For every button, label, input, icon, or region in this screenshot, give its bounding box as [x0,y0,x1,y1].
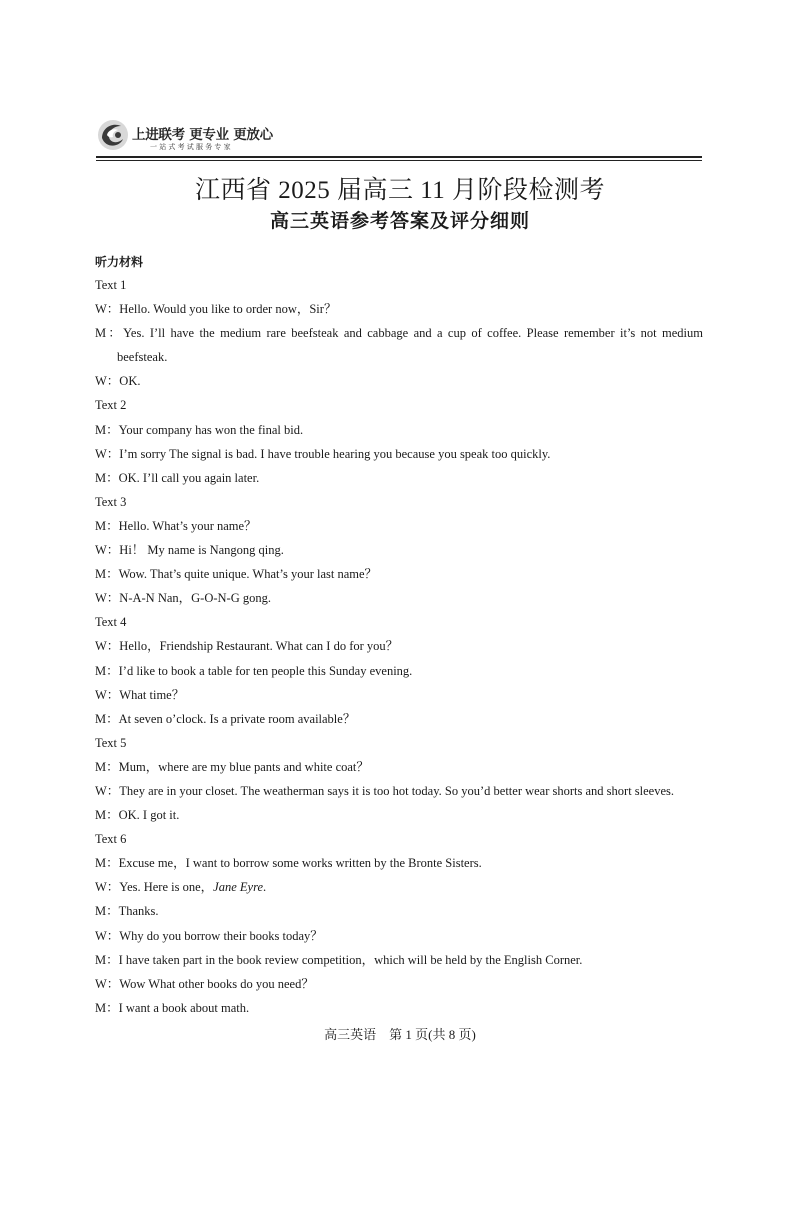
dialogue-line: M：Yes. I’ll have the medium rare beefsteak and cabbage and a cup of coffee. Please remember it’s not medium [95,326,703,341]
page-footer: 高三英语 第 1 页(共 8 页) [324,1027,476,1042]
dialogue-line: M：OK. I got it. [95,808,180,823]
header-slogan: 上进联考 更专业 更放心 [132,127,273,143]
dialogue-line-continuation: beefsteak. [117,350,168,365]
dialogue-line: W：What time？ [95,687,185,702]
dialogue-line: W：Hello，Friendship Restaurant. What can I do for you？ [95,639,399,654]
text-heading: Text 2 [95,398,127,413]
dialogue-line: M：Mum，where are my blue pants and white coat？ [95,759,369,774]
dialogue-line [95,875,703,899]
document-title: 江西省 2025 届高三 11 月阶段检测考 [194,177,606,204]
dialogue-line: M：OK. I’ll call you again later. [95,470,260,485]
header-rule-thin [96,160,702,161]
dialogue-line: M：Thanks. [95,904,159,919]
swirl-logo-icon [96,118,130,152]
text-heading: Text 5 [95,735,127,750]
dialogue-line: W：I’m sorry The signal is bad. I have trouble hearing you because you speak too quickly. [95,446,551,461]
dialogue-line: M：Excuse me，I want to borrow some works written by the Bronte Sisters. [95,856,482,871]
dialogue-line: M：Wow. That’s quite unique. What’s your last name？ [95,567,378,582]
dialogue-line: M：Hello. What’s your name？ [95,518,257,533]
page-header [96,118,702,162]
dialogue-line: W：Why do you borrow their books today？ [95,928,323,943]
dialogue-text: W：Yes. Here is one， [95,880,214,895]
dialogue-line: W：Hi！ My name is Nangong qing. [95,543,284,558]
document-subtitle: 高三英语参考答案及评分细则 [269,210,530,232]
header-rule-thick [96,156,702,158]
dialogue-line: M：Your company has won the final bid. [95,422,304,437]
dialogue-line: W：N-A-N Nan，G-O-N-G gong. [95,591,272,606]
dialogue-line: M：I have taken part in the book review competition，which will be held by the English Corner. [95,952,583,967]
book-title: Jane Eyre [213,880,264,895]
text-heading: Text 4 [95,615,127,630]
transcript-body [95,273,703,1020]
dialogue-punctuation: . [263,880,267,895]
dialogue-line: W：They are in your closet. The weatherman says it is too hot today. So you’d better wear shorts and short sleeves. [95,783,675,798]
dialogue-line: W：Hello. Would you like to order now，Sir？ [95,302,337,317]
text-heading: Text 3 [95,494,127,509]
dialogue-line: W：Wow What other books do you need？ [95,976,314,991]
dialogue-line: M：I’d like to book a table for ten people this Sunday evening. [95,663,413,678]
dialogue-line: M：At seven o’clock. Is a private room available？ [95,711,356,726]
text-heading: Text 6 [95,832,127,847]
text-heading: Text 1 [95,278,127,292]
dialogue-line: W：OK. [95,374,141,389]
dialogue-line: M：I want a book about math. [95,1000,250,1015]
header-tagline: 一站式考试服务专家 [150,143,233,151]
section-label: 听力材料 [95,255,144,269]
